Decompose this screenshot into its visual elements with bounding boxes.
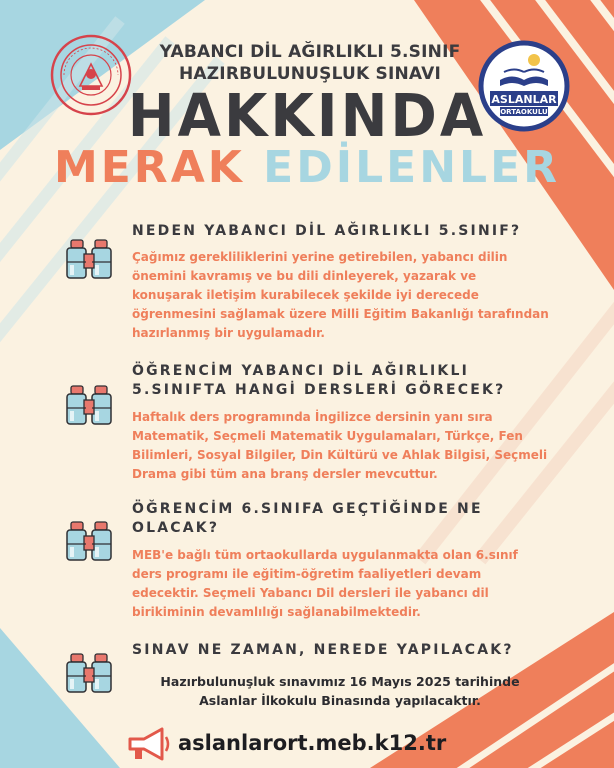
- title-line-2: [0, 142, 614, 193]
- section-3-body-line-1: MEB'e bağlı tüm ortaokullarda uygulanmakta olan 6.sınıf: [132, 548, 518, 562]
- section-3-body-line-2: ders programı ile eğitim-öğretim faaliyetleri devam: [132, 567, 482, 581]
- section-1-body-line-4: öğrenmesini sağlamak üzere Milli Eğitim Bakanlığı tarafından: [132, 307, 549, 321]
- title-word-edilenler: EDİLENLER: [263, 142, 561, 193]
- section-4-title-line-1: SINAV NE ZAMAN, NEREDE YAPILACAK?: [132, 642, 514, 658]
- section-4-body-line-1: Hazırbulunuşluk sınavımız 16 Mayıs 2025 tarihinde: [160, 674, 520, 689]
- section-1-body-line-1: Çağımız gerekliliklerini yerine getirebilen, yabancı dilin: [132, 250, 508, 264]
- section-3-body-line-3: edecektir. Seçmeli Yabancı Dil dersleri ile yabancı dil: [132, 586, 489, 600]
- section-4-body: [120, 672, 560, 710]
- section-1-body-line-2: önemini kavramış ve bu dili dinleyerek, yazarak ve: [132, 269, 477, 283]
- section-2-body-line-2: Matematik, Seçmeli Matematik Uygulamaları, Türkçe, Fen: [132, 429, 523, 443]
- section-2-body-line-3: Bilimleri, Sosyal Bilgiler, Din Kültürü ve Ahlak Bilgisi, Seçmeli: [132, 448, 548, 462]
- website-link[interactable]: aslanlarort.meb.k12.tr: [178, 731, 447, 755]
- title-word-merak: MERAK: [53, 142, 245, 193]
- section-3-title-line-2: OLACAK?: [132, 520, 220, 536]
- section-3-title-line-1: ÖĞRENCİM 6.SINIFA GEÇTİĞİNDE NE: [132, 501, 483, 517]
- logo-subtitle: ORTAOKULU: [500, 108, 548, 116]
- section-4-title: [132, 641, 602, 660]
- megaphone-icon: [124, 724, 172, 764]
- section-4-body-line-2: Aslanlar İlkokulu Binasında yapılacaktır.: [199, 693, 481, 708]
- section-1-title: [132, 222, 602, 241]
- binoculars-icon: [62, 520, 116, 562]
- section-2-body: [132, 408, 592, 484]
- section-1-title-line-1: NEDEN YABANCI DİL AĞIRLIKLI 5.SINIF?: [132, 223, 522, 239]
- section-2-body-line-4: Drama gibi tüm ana branş dersler mevcuttur.: [132, 467, 438, 481]
- section-3-title: [132, 500, 602, 538]
- section-1-body: [132, 248, 592, 343]
- section-2-body-line-1: Haftalık ders programında İngilizce dersinin yanı sıra: [132, 410, 493, 424]
- header-line-1: YABANCI DİL AĞIRLIKLI 5.SINIF: [159, 42, 461, 62]
- section-3-body-line-4: birikiminin devamlılığı sağlanabilmektedir.: [132, 605, 421, 619]
- binoculars-icon: [62, 652, 116, 694]
- binoculars-icon: [62, 384, 116, 426]
- section-1-body-line-3: konuşarak iletişim kurabilecek şekilde iyi derecede: [132, 288, 479, 302]
- section-3-body: [132, 546, 592, 622]
- section-1-body-line-5: hazırlanmış bir uygulamadır.: [132, 326, 325, 340]
- binoculars-icon: [62, 238, 116, 280]
- section-2-title-line-1: ÖĞRENCİM YABANCI DİL AĞIRLIKLI: [132, 363, 470, 379]
- section-2-title-line-2: 5.SINIFTA HANGİ DERSLERİ GÖRECEK?: [132, 382, 506, 398]
- title-line-1: HAKKINDA: [127, 82, 487, 151]
- header-line-2: HAZIRBULUNUŞLUK SINAVI: [179, 64, 441, 84]
- logo-name: ASLANLAR: [491, 93, 557, 106]
- section-2-title: [132, 362, 602, 400]
